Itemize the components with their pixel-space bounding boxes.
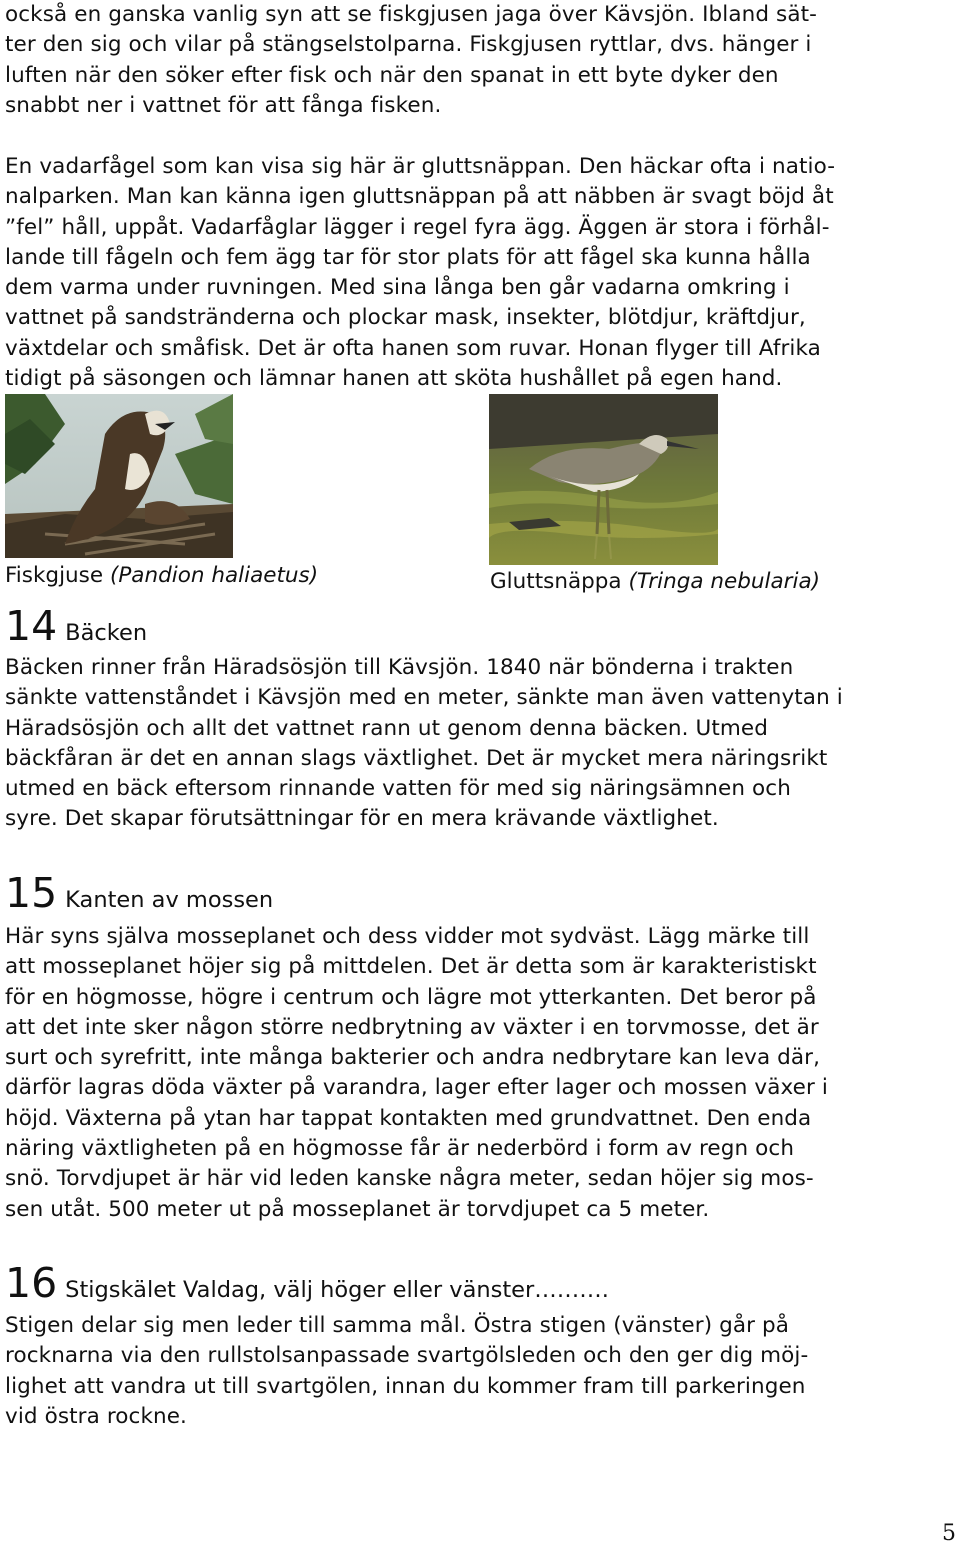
section-15-heading <box>5 871 273 915</box>
section-15-title: Kanten av mossen <box>65 887 274 913</box>
section-16-number: 16 <box>5 1259 58 1307</box>
osprey-scientific-name: (Pandion haliaetus) <box>109 563 319 588</box>
section-16-heading <box>5 1261 609 1305</box>
section-16-title: Stigskälet Valdag, välj höger eller vänster………. <box>65 1277 609 1303</box>
section-14-number: 14 <box>5 602 58 650</box>
section-16-text: Stigen delar sig men leder till samma mål. Östra stigen (vänster) går på rocknarna via den rullstolsanpassade svartgölsleden och den ger dig möj- lighet att vandra ut till svartgölen, innan du kommer fram till parkeringen vid östra rockne. <box>5 1313 809 1429</box>
section-15-text: Här syns själva mosseplanet och dess vidder mot sydväst. Lägg märke till att mosseplanet höjer sig på mittdelen. Det är detta som är karakteristiskt för en högmosse, högre i centrum och lägre mot ytterkanten. Det beror på att det inte sker någon större nedbrytning av växter i en torvmosse, det är surt och syrefritt, inte många bakterier och andra nedbrytare kan leva där, därför lagras döda växter på varandra, lager efter lager och mossen växer i höjd. Växterna på ytan har tappat kontakten med grundvattnet. Den enda näring växtligheten på en högmosse får är nederbörd i form av regn och snö. Torvdjupet är här vid leden kanske några meter, sedan höjer sig mos- sen utåt. 500 meter ut på mosseplanet är torvdjupet ca 5 meter. <box>5 924 828 1222</box>
greenshank-caption <box>490 569 820 595</box>
section-14-heading <box>5 604 147 648</box>
intro-paragraph-osprey: också en ganska vanlig syn att se fiskgjusen jaga över Kävsjön. Ibland sät- ter den sig och vilar på stängselstolparna. Fiskgjusen ryttlar, dvs. hänger i luften när den söker efter fisk och när den spanat in ett byte dyker den snabbt ner i vattnet för att fånga fisken. <box>5 2 817 118</box>
osprey-caption <box>5 563 318 589</box>
greenshank-common-name: Gluttsnäppa <box>490 569 622 594</box>
osprey-common-name: Fiskgjuse <box>5 563 104 588</box>
greenshank-scientific-name: (Tringa nebularia) <box>628 569 821 594</box>
intro-paragraph-greenshank: En vadarfågel som kan visa sig här är gluttsnäppan. Den häckar ofta i natio- nalparken. Man kan känna igen gluttsnäppan på att näbben är svagt böjd åt ”fel” håll, uppåt. Vadarfåglar lägger i regel fyra ägg. Äggen är stora i förhål- lande till fågeln och fem ägg tar för stor plats för att fågel ska kunna hålla dem varma under ruvningen. Med sina långa ben går vadarna omkring i vattnet på sandstränderna och plockar mask, insekter, blötdjur, kräftdjur, växtdelar och småfisk. Det är ofta hanen som ruvar. Honan flyger till Afrika tidigt på säsongen och lämnar hanen att sköta hushållet på egen hand. <box>5 154 836 392</box>
section-15-number: 15 <box>5 869 58 917</box>
section-14-title: Bäcken <box>65 620 148 646</box>
greenshank-photo <box>489 394 718 565</box>
page-number: 5 <box>942 1521 956 1546</box>
osprey-photo <box>5 394 233 558</box>
section-14-text: Bäcken rinner från Häradsösjön till Kävsjön. 1840 när bönderna i trakten sänkte vattenståndet i Kävsjön med en meter, sänkte man även vattenytan i Häradsösjön och allt det vattnet rann ut genom denna bäcken. Utmed bäckfåran är det en annan slags växtlighet. Det är mycket mera näringsrikt utmed en bäck eftersom rinnande vatten för med sig näringsämnen och syre. Det skapar förutsättningar för en mera krävande växtlighet. <box>5 655 843 832</box>
